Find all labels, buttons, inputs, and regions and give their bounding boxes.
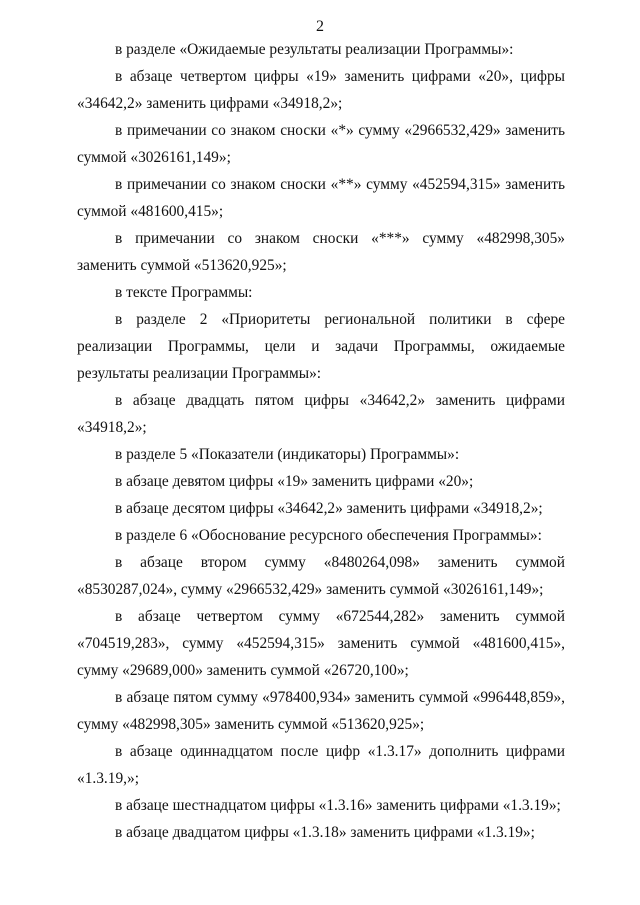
document-body [77, 36, 565, 846]
paragraph: в примечании со знаком сноски «*» сумму «2966532,429» заменить суммой «3026161,149»; [77, 122, 565, 166]
paragraph: в примечании со знаком сноски «**» сумму «452594,315» заменить суммой «481600,415»; [77, 176, 565, 220]
paragraph: в разделе 5 «Показатели (индикаторы) Программы»: [115, 446, 460, 463]
paragraph: в примечании со знаком сноски «***» сумму «482998,305» заменить суммой «513620,925»; [77, 230, 565, 274]
paragraph: в абзаце четвертом цифры «19» заменить цифрами «20», цифры «34642,2» заменить цифрами «34918,2»; [77, 68, 565, 112]
paragraph: в абзаце втором сумму «8480264,098» заменить суммой «8530287,024», сумму «2966532,429» заменить суммой «3026161,149»; [77, 554, 565, 598]
paragraph: в абзаце девятом цифры «19» заменить цифрами «20»; [115, 473, 474, 490]
paragraph: в разделе 6 «Обоснование ресурсного обеспечения Программы»: [115, 527, 542, 544]
paragraph: в абзаце четвертом сумму «672544,282» заменить суммой «704519,283», сумму «452594,315» заменить суммой «481600,415», сумму «29689,000» заменить суммой «26720,100»; [77, 608, 565, 679]
paragraph: в абзаце шестнадцатом цифры «1.3.16» заменить цифрами «1.3.19»; [115, 797, 561, 814]
paragraph: в разделе 2 «Приоритеты региональной политики в сфере реализации Программы, цели и задачи Программы, ожидаемые результаты реализации Программы»: [77, 311, 565, 382]
paragraph: в разделе «Ожидаемые результаты реализации Программы»: [115, 41, 514, 58]
paragraph: в абзаце двадцать пятом цифры «34642,2» заменить цифрами «34918,2»; [77, 392, 565, 436]
paragraph: в тексте Программы: [115, 284, 253, 301]
page-number: 2 [316, 18, 324, 35]
paragraph: в абзаце пятом сумму «978400,934» заменить суммой «996448,859», сумму «482998,305» заменить суммой «513620,925»; [77, 689, 565, 733]
paragraph: в абзаце десятом цифры «34642,2» заменить цифрами «34918,2»; [115, 500, 543, 517]
paragraph: в абзаце одиннадцатом после цифр «1.3.17» дополнить цифрами «1.3.19,»; [77, 743, 565, 787]
paragraph: в абзаце двадцатом цифры «1.3.18» заменить цифрами «1.3.19»; [115, 824, 535, 841]
